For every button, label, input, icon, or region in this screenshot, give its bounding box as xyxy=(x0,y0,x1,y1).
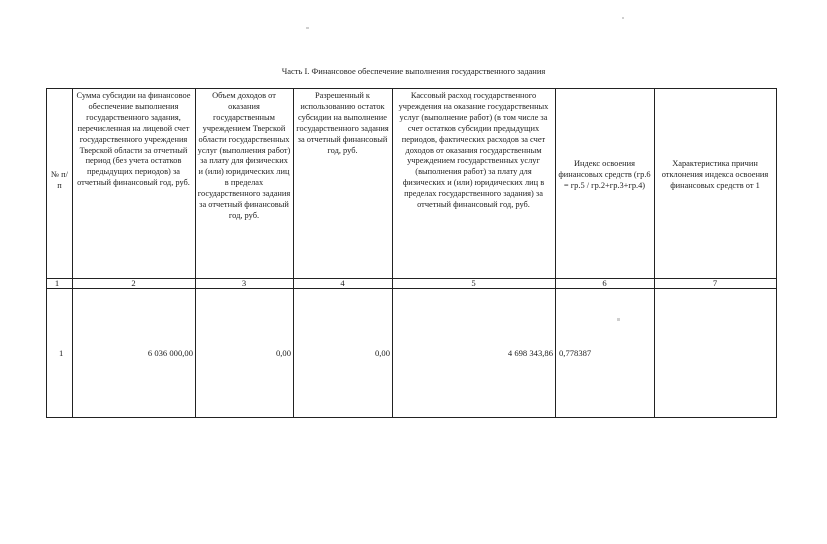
scan-speck xyxy=(306,27,309,29)
column-number: 5 xyxy=(471,278,476,288)
subsidy-value: 6 036 000,00 xyxy=(147,348,193,358)
column-number: 6 xyxy=(602,278,607,288)
table-column-divider xyxy=(654,88,655,418)
index-value: 0,778387 xyxy=(559,348,592,358)
table-border-right xyxy=(776,88,777,418)
table-border-bottom xyxy=(46,417,776,418)
table-border-left xyxy=(46,88,47,418)
scan-speck xyxy=(622,17,624,19)
header-cell-reason: Характеристика причин отклонения индекса освоения финансовых средств от 1 xyxy=(661,159,769,190)
header-cell-number: № п/п xyxy=(51,170,68,190)
column-number: 1 xyxy=(54,278,60,288)
page-title: Часть I. Финансовое обеспечение выполнения государственного задания xyxy=(281,66,546,76)
header-cell-expense: Кассовый расход государственного учреждения на оказание государственных услуг (выполнение работ) (в том числе за счет остатков субсидии предыдущих периодов, фактических расходов за счет доходов от оказания государственным учреждением государственных услуг (выполнения работ) за плату для физических и (или) юридических лиц в пределах государственного задания) за отчетный финансовый год, руб. xyxy=(398,91,549,210)
header-cell-remainder: Разрешенный к использованию остаток субсидии на выполнение государственного задания за отчетный финансовый год, руб. xyxy=(296,91,389,155)
header-cell-subsidy: Сумма субсидии на финансовое обеспечение выполнения государственного задания, перечисленная на лицевой счет государственного учреждения Тверской области за отчетный период (без учета остатков предыдущих периодов) за отчетный финансовый год, руб. xyxy=(76,91,191,188)
expense-value: 4 698 343,86 xyxy=(507,348,553,358)
column-number: 3 xyxy=(241,278,247,288)
column-number: 7 xyxy=(712,278,718,288)
row-number: 1 xyxy=(59,348,64,358)
income-value: 0,00 xyxy=(275,348,291,358)
remainder-value: 0,00 xyxy=(374,348,390,358)
table-border-top xyxy=(46,88,776,89)
header-cell-income: Объем доходов от оказания государственным учреждением Тверской области государственных услуг (выполнения работ) за плату для физических и (или) юридических лиц в пределах государственного задания за отчетный финансовый год, руб. xyxy=(197,91,291,220)
column-number: 2 xyxy=(131,278,136,288)
column-number: 4 xyxy=(340,278,345,288)
header-cell-index: Индекс освоения финансовых средств (гр.6 = гр.5 / гр.2+гр.3+гр.4) xyxy=(558,159,651,190)
table-column-divider xyxy=(555,88,556,418)
table-colnum-divider xyxy=(46,288,776,289)
scan-speck xyxy=(617,318,620,321)
